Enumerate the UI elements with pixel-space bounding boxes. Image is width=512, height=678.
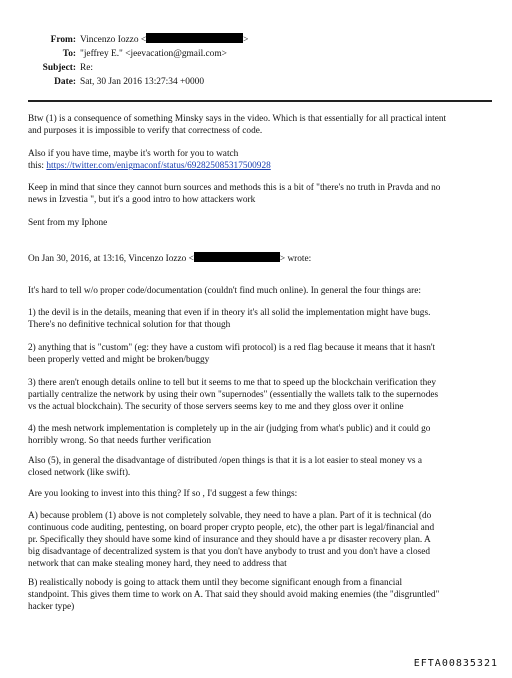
twitter-link[interactable]: https://twitter.com/enigmaconf/status/692825085317500928 [46,161,271,171]
from-value: Vincenzo Iozzo < [80,35,147,45]
quoted-intro: On Jan 30, 2016, at 13:16, Vincenzo Iozzo < > wrote: [28,254,312,264]
to-row [0,47,512,61]
subject-label: Subject: [42,63,76,73]
quoted-paragraph-5: 4) the mesh network implementation is completely up in the air (judging from what's public) and it could go horribly wrong. So that needs further verification [28,424,431,446]
date-value: Sat, 30 Jan 2016 13:27:34 +0000 [80,77,205,87]
reply-paragraph-1: Btw (1) is a consequence of something Minsky says in the video. Which is that essentially for all practical intent and purposes it is impossible to verify that correctness of code. [28,114,447,136]
subject-value: Re: [80,63,94,73]
from-label: From: [50,35,76,45]
redaction-box [146,33,243,43]
from-tail: > [243,35,249,45]
reply-paragraph-3: Keep in mind that since they cannot burn sources and methods this is a bit of "there's no truth in Pravda and no news in Izvestia ", but it's a good intro to how attackers work [28,183,441,205]
quoted-paragraph-2: 1) the devil is in the details, meaning that even if in theory it's all solid the implementation might have bugs. There's no definitive technical solution for that though [28,308,431,330]
date-label: Date: [54,77,76,87]
to-label: To: [62,49,76,59]
to-value: "jeffrey E." <jeevacation@gmail.com> [80,49,227,59]
document-id: EFTA00835321 [413,658,498,669]
subject-row [0,61,512,75]
quoted-paragraph-4: 3) there aren't enough details online to tell but it seems to me that to speed up the blockchain verification they partially centralize the network by using their own "supernodes" (essentially the wallets talk to the supernodes vs the actual blockchain). The security of those servers seems key to me and they gloss over it online [28,378,439,412]
quoted-paragraph-6: Also (5), in general the disadvantage of distributed /open things is that it is a lot easier to steal money vs a closed network (like swift). [28,456,422,478]
signature: Sent from my Iphone [28,218,108,228]
email-header [0,33,512,89]
quoted-paragraph-8: A) because problem (1) above is not completely solvable, they need to have a plan. Part of it is technical (do continuous code auditing, pentesting, on board proper crypto people, etc), the other part is legal/financial and pr. Specifically they should have some kind of insurance and they should have a pr disaster recovery plan. A big disadvantage of decentralized system is that you don't have anybody to trust and you don't have a closed network that can make stealing money hard, they need to address that [28,511,435,569]
from-row [0,33,512,47]
reply-paragraph-2: Also if you have time, maybe it's worth for you to watch this: https://twitter.com/enigmaconf/status/692825085317500928 [28,149,271,171]
quoted-paragraph-7: Are you looking to invest into this thing? If so , I'd suggest a few things: [28,489,298,499]
quoted-paragraph-9: B) realistically nobody is going to attack them until they become significant enough from a financial standpoint. This gives them time to work on A. That said they should avoid making enemies (the "disgruntled" hacker type) [28,578,440,612]
quoted-paragraph-1: It's hard to tell w/o proper code/documentation (couldn't find much online). In general the four things are: [28,286,421,296]
quoted-paragraph-3: 2) anything that is "custom" (eg: they have a custom wifi protocol) is a red flag because it means that it hasn't been properly vetted and might be broken/buggy [28,343,436,365]
date-row [0,75,512,89]
header-divider [28,100,492,102]
redaction-box [194,252,280,262]
